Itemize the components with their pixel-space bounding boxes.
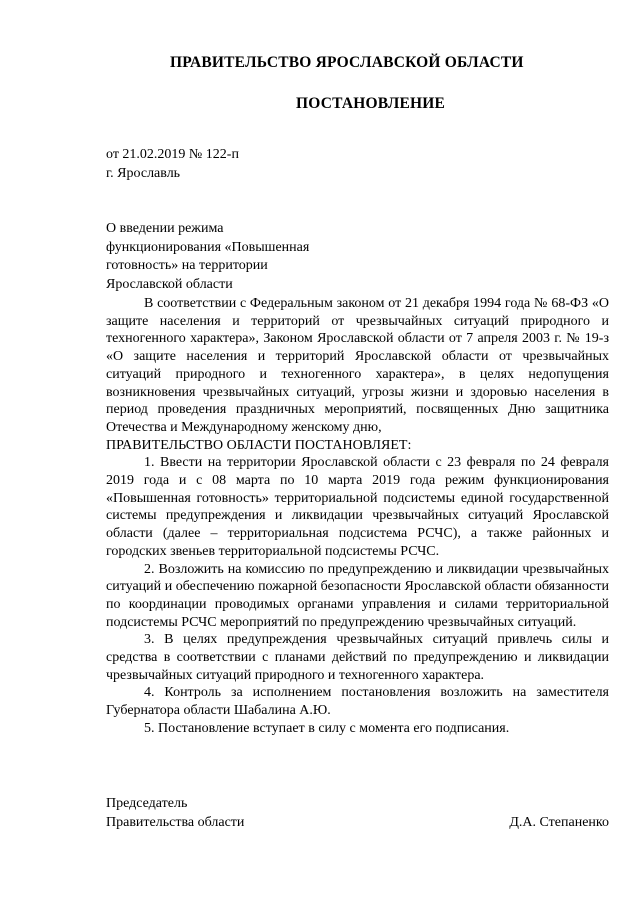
- item-paragraph: 2. Возложить на комиссию по предупреждению и ликвидации чрезвычайных ситуаций и обеспечению пожарной безопасности Ярославской области обязанности по координации проводимых органами управления и силами территориальной подсистемы РСЧС мероприятий по предупреждению чрезвычайных ситуаций.: [106, 561, 609, 630]
- resolves-line: ПРАВИТЕЛЬСТВО ОБЛАСТИ ПОСТАНОВЛЯЕТ:: [106, 437, 412, 453]
- item-paragraph: 5. Постановление вступает в силу с момента его подписания.: [144, 720, 510, 736]
- document-body: [106, 295, 609, 738]
- document-subject: [106, 220, 366, 294]
- subject-line: О введении режима: [106, 221, 224, 236]
- signature-block: [106, 795, 609, 832]
- item-paragraph: 4. Контроль за исполнением постановления возложить на заместителя Губернатора области Шабалина А.Ю.: [106, 685, 609, 719]
- city: г. Ярославль: [106, 166, 181, 181]
- signatory-name: Д.А. Степаненко: [509, 814, 609, 830]
- item-paragraph: 3. В целях предупреждения чрезвычайных ситуаций привлечь силы и средства в соответствии с планами действий по предупреждению и ликвидации чрезвычайных ситуаций природного и техногенного характера.: [106, 632, 609, 683]
- signatory-position-1: Председатель: [106, 796, 188, 811]
- item-paragraph: 1. Ввести на территории Ярославской области с 23 февраля по 24 февраля 2019 года и с 08 марта по 10 марта 2019 года режим функционирования «Повышенная готовность» территориальной подсистемы единой государственной системы предупреждения и ликвидации чрезвычайных ситуаций Ярославской области (далее – территориальная подсистема РСЧС), а также районных и городских звеньев территориальной подсистемы РСЧС.: [106, 455, 609, 559]
- signatory-position-2: Правительства области: [106, 814, 245, 830]
- signature-row: [106, 814, 609, 833]
- date-number: от 21.02.2019 № 122-п: [106, 147, 239, 162]
- subject-line: функционирования «Повышенная: [106, 239, 310, 255]
- document-type: ПОСТАНОВЛЕНИЕ: [296, 95, 446, 112]
- subject-line: Ярославской области: [106, 276, 233, 292]
- subject-line: готовность» на территории: [106, 258, 268, 273]
- government-title: ПРАВИТЕЛЬСТВО ЯРОСЛАВСКОЙ ОБЛАСТИ: [170, 54, 524, 71]
- preamble-paragraph: В соответствии с Федеральным законом от 21 декабря 1994 года № 68-ФЗ «О защите населения и территорий от чрезвычайных ситуаций природного и техногенного характера», Законом Ярославской области от 7 апреля 2003 г. № 19-з «О защите населения и территорий Ярославской области от чрезвычайных ситуаций природного и техногенного характера», в целях недопущения возникновения чрезвычайных ситуаций, угрозы жизни и здоровью населения в период проведения праздничных мероприятий, посвященных Дню защитника Отечества и Международному женскому дню,: [106, 296, 609, 435]
